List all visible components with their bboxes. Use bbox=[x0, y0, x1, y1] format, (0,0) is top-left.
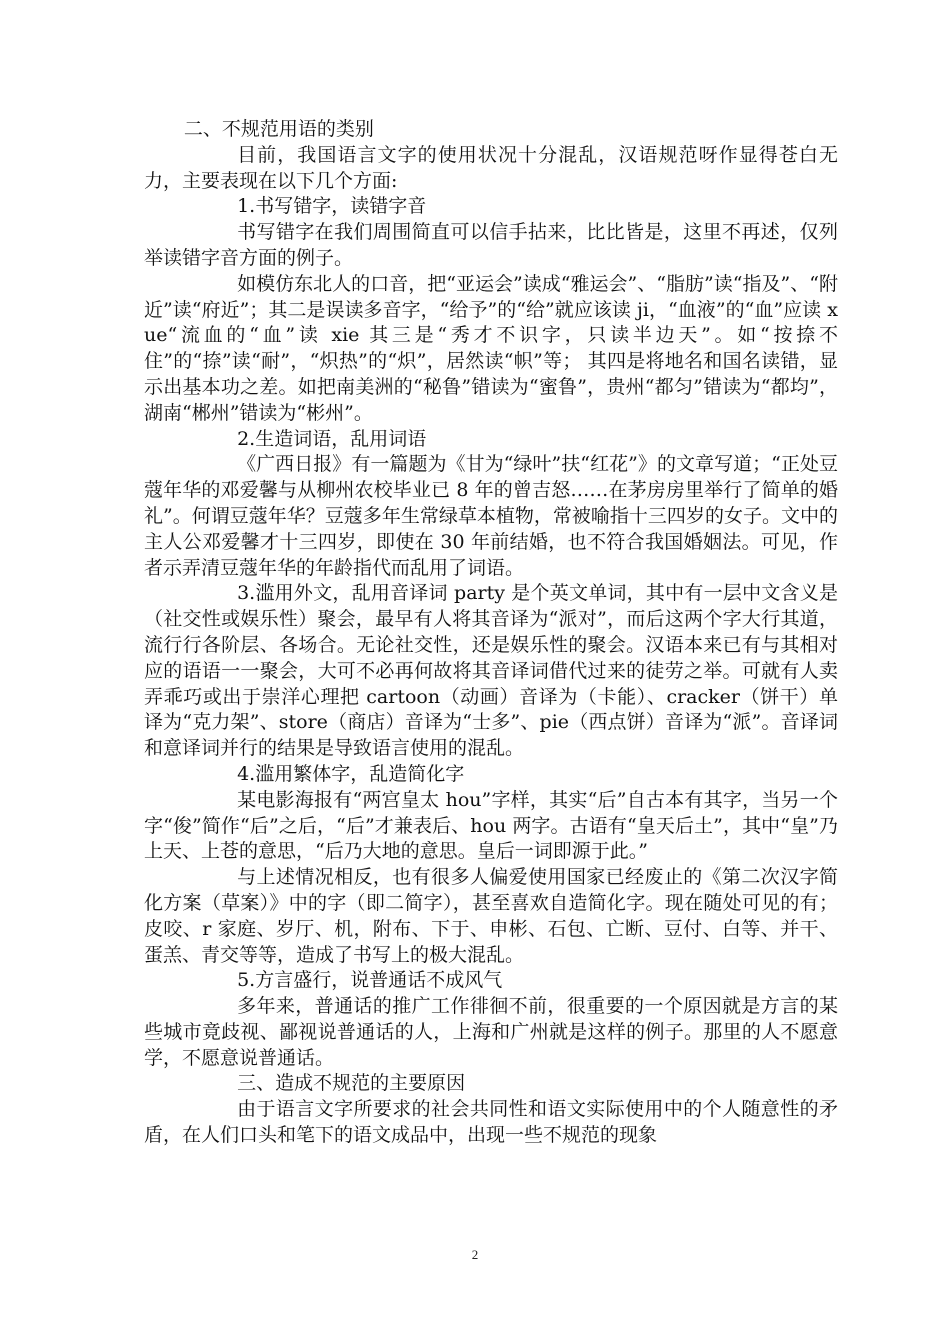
paragraph: 多年来，普通话的推广工作徘徊不前，很重要的一个原因就是方言的某些城市竟歧视、鄙视说普通话的人，上海和广州就是这样的例子。那里的人不愿意学，不愿意说普通话。 bbox=[144, 995, 838, 1069]
sub-heading: 5.方言盛行，说普通话不成风气 bbox=[237, 969, 503, 992]
paragraph: 《广西日报》有一篇题为《甘为“绿叶”扶“红花”》的文章写道；“正处豆蔻年华的邓爱馨与从柳州农校毕业已 8 年的曾吉怒……在茅房房里举行了简单的婚礼”。何谓豆蔻年华？豆蔻多年生常绿草本植物，常被喻指十三四岁的女子。文中的主人公邓爱馨才十三四岁，即使在 30 年前结婚，也不符合我国婚姻法。可见，作者示弄清豆蔻年华的年龄指代而乱用了词语。 bbox=[144, 453, 838, 579]
sub-heading: 2.生造词语，乱用词语 bbox=[237, 427, 427, 450]
paragraph: 书写错字在我们周围简直可以信手拈来，比比皆是，这里不再述，仅列举读错字音方面的例子。 bbox=[144, 221, 838, 269]
section-heading: 二、不规范用语的类别 bbox=[183, 118, 374, 140]
paragraph: 由于语言文字所要求的社会共同性和语文实际使用中的个人随意性的矛盾，在人们口头和笔下的语文成品中，出现一些不规范的现象 bbox=[144, 1098, 838, 1147]
sub-heading: 4.滥用繁体字，乱造简化字 bbox=[237, 762, 465, 785]
paragraph: 3.滥用外文，乱用音译词 party 是个英文单词，其中有一层中文含义是（社交性或娱乐性）聚会，最早有人将其音译为“派对”，而后这两个字大行其道，流行行各阶层、各场合。无论社交性，还是娱乐性的聚会。汉语本来已有与其相对应的语语一一聚会，大可不必再何故将其音译词借代过来的徒劳之举。可就有人卖弄乖巧或出于崇洋心理把 cartoon（动画）音译为（卡能）、cracker（饼干）单译为“克力架”、store（商店）音译为“士多”、pie（西点饼）音译为“派”。音译词和意译词并行的结果是导致语言使用的混乱。 bbox=[144, 582, 838, 760]
page-number: 2 bbox=[471, 1247, 479, 1262]
document-body bbox=[144, 117, 838, 1149]
sub-heading: 三、造成不规范的主要原因 bbox=[237, 1072, 466, 1095]
paragraph: 目前，我国语言文字的使用状况十分混乱，汉语规范呀作显得苍白无力，主要表现在以下几个方面: bbox=[144, 143, 838, 192]
paragraph: 与上述情况相反，也有很多人偏爱使用国家已经废止的《第二次汉字简化方案（草案）》中的字（即二简字），甚至喜欢自造简化字。现在随处可见的有；皮咬、r 家庭、岁厅、机，附布、下于、申彬、石包、亡断、豆付、白等、并干、蛋羔、青交等等，造成了书写上的极大混乱。 bbox=[144, 866, 838, 966]
sub-heading: 1.书写错字，读错字音 bbox=[237, 195, 427, 218]
paragraph: 某电影海报有“两宫皇太 hou”字样，其实“后”自古本有其字，当另一个字“俊”简作“后”之后，“后”才兼表后、hou 两字。古语有“皇天后土”，其中“皇”乃上天、上苍的意思，“后乃大地的意思。皇后一词即源于此。” bbox=[144, 788, 838, 863]
paragraph: 如模仿东北人的口音，把“亚运会”读成“雅运会”、“脂肪”读“指及”、“附近”读“府近”；其二是误读多音字，“给予”的“给”就应该读 ji，“血液”的“血”应读 xue“流血的“血”读 xie 其三是“秀才不识字，只读半边天”。如“按捺不住”的“捺”读“耐”，“炽热”的“炽”，居然读“帜”等； 其四是将地名和国名读错，显示出基本功之差。如把南美洲的“秘鲁”错读为“蜜鲁”，贵州“都匀”错读为“都均”，湖南“郴州”错读为“彬州”。 bbox=[144, 272, 838, 424]
